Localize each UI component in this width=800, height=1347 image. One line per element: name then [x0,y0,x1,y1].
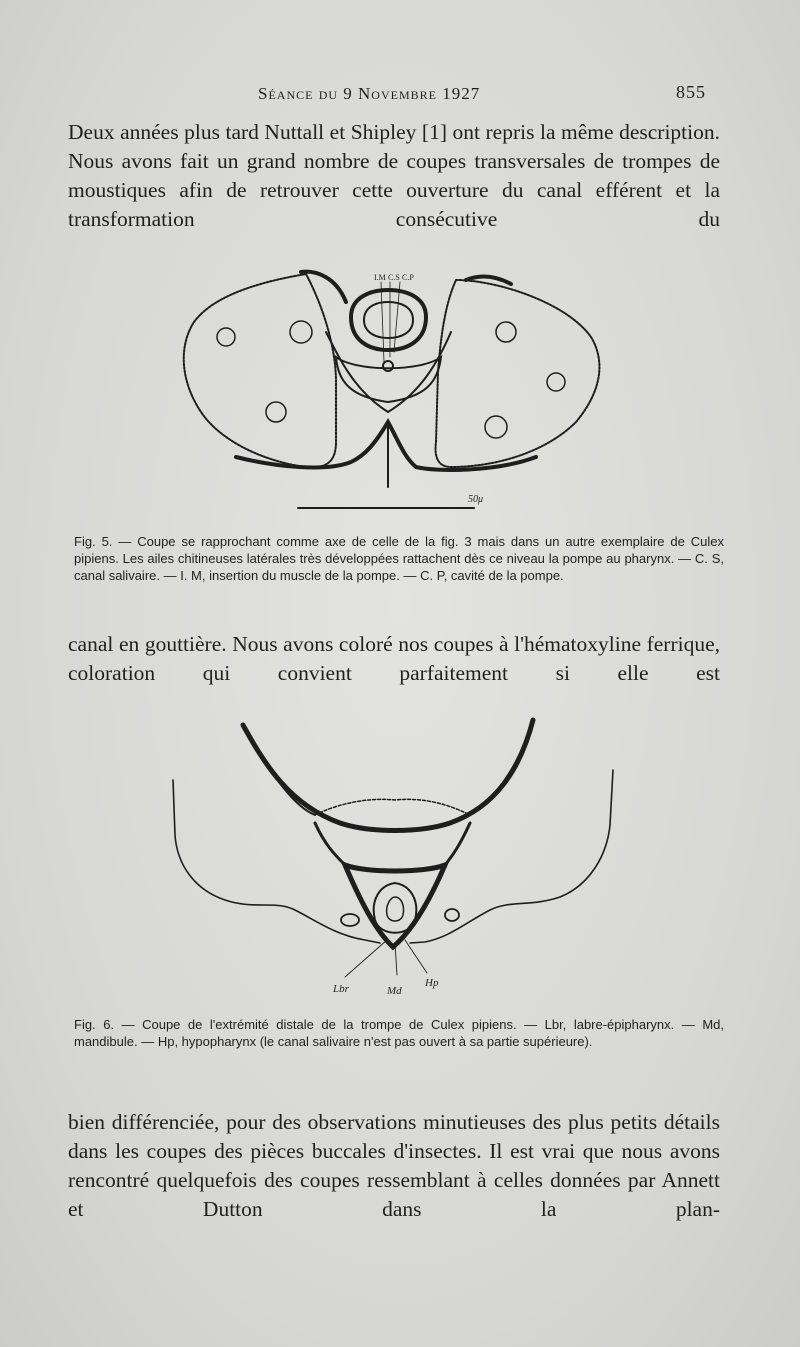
fig5-scale-label: 50μ [468,494,484,505]
paragraph-1: Deux années plus tard Nuttall et Shipley [1] ont repris la même description. Nous avons fait un grand nombre de coupes transversales de trompes de moustiques afin de retrouver cette ouverture du canal efférent et la transformation consécutive du [68,120,720,231]
figure-5-caption: Fig. 5. — Coupe se rapprochant comme axe de celle de la fig. 3 mais dans un autre exemplaire de Culex pipiens. Les ailes chitineuses latérales très développées rattachent dès ce niveau la pompe au pharynx. — C. S, canal salivaire. — I. M, insertion du muscle de la pompe. — C. P, cavité de la pompe. [74,534,724,583]
page-number: 855 [676,82,706,102]
fig6-labrum [243,720,533,831]
fig5-label-cp: C.P [402,273,414,282]
fig5-left-lobe [184,274,336,467]
fig6-label-lbr: Lbr [333,983,349,995]
fig6-outer-outline [173,780,380,943]
fig5-label-cs: C.S [388,273,400,282]
running-title: Séance du 9 Novembre 1927 [258,84,481,103]
figure-6-illustration [165,715,625,1005]
paragraph-2: canal en gouttière. Nous avons coloré nos coupes à l'hématoxyline ferrique, coloration qui convient parfaitement si elle est [68,632,720,685]
fig6-label-md: Md [387,985,402,997]
fig5-right-lobe [436,280,600,467]
fig5-label-im: I.M [374,273,386,282]
fig5-pump [351,290,426,350]
figure-6-caption: Fig. 6. — Coupe de l'extrémité distale de la trompe de Culex pipiens. — Lbr, labre-épipharynx. — Md, mandibule. — Hp, hypopharynx (le canal salivaire n'est pas ouvert à sa partie supérieure). [74,1017,724,1049]
fig6-mandible [345,865,445,947]
figure-5-illustration [176,262,616,512]
paragraph-3: bien différenciée, pour des observations minutieuses des plus petits détails dans les coupes des pièces buccales d'insectes. Il est vrai que nous avons rencontré quelquefois des coupes ressemblant à celles données par Annett et Dutton dans la plan- [68,1110,720,1221]
fig6-label-hp: Hp [425,977,439,989]
running-header [0,82,800,112]
